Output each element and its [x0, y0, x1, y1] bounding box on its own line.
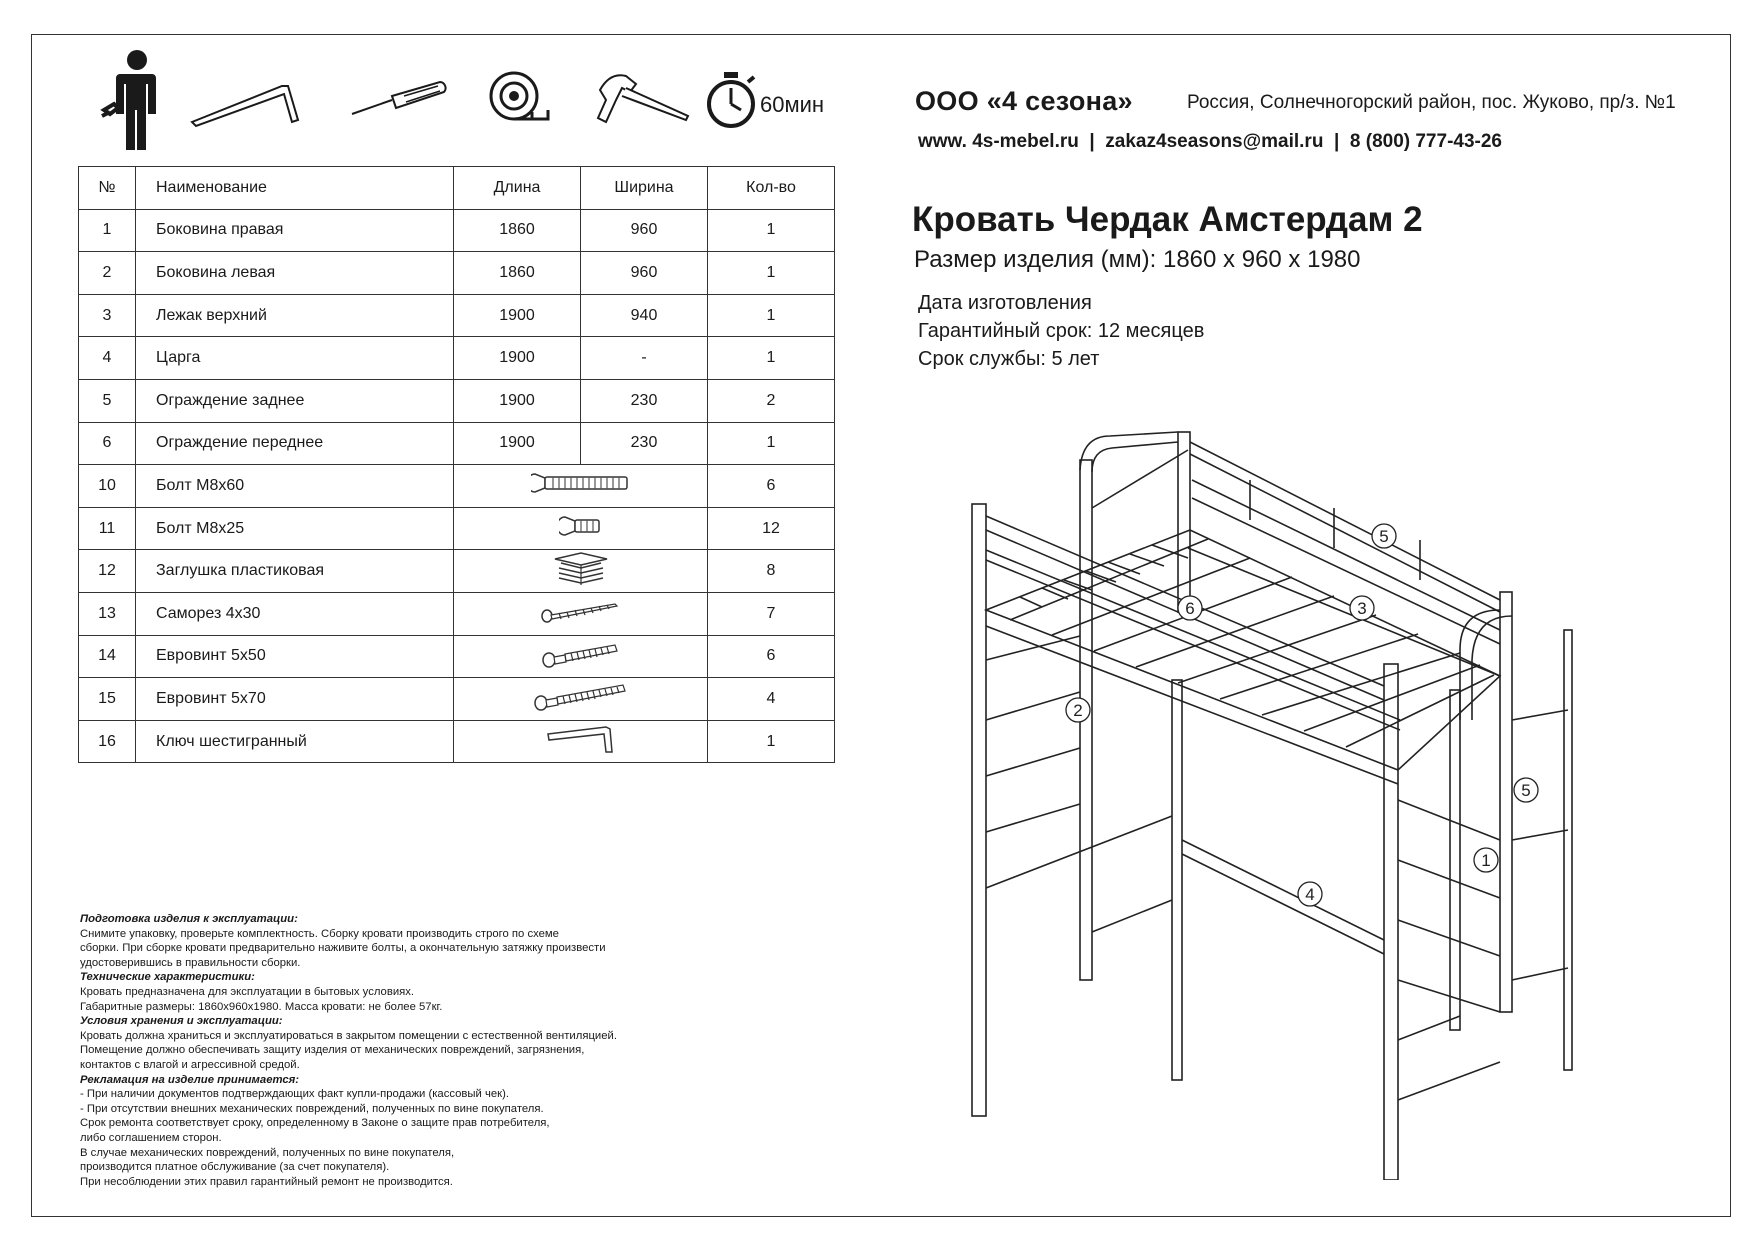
part-name: Болт М8х60: [136, 465, 454, 508]
table-row: [79, 337, 835, 380]
notes-line: Кровать должна храниться и эксплуатироваться в закрытом помещении с естественной вентиляцией.: [80, 1029, 617, 1042]
part-name: Ограждение заднее: [136, 379, 454, 422]
part-qty: 4: [708, 678, 835, 721]
product-size: Размер изделия (мм): 1860 х 960 х 1980: [914, 246, 1361, 273]
short-bolt-icon: [559, 511, 603, 541]
part-qty: 8: [708, 550, 835, 593]
header-length: Длина: [454, 167, 581, 210]
notes-line: производится платное обслуживание (за счет покупателя).: [80, 1161, 390, 1174]
assembly-time: 60мин: [760, 92, 825, 117]
long-bolt-icon: [531, 468, 631, 498]
part-name: Саморез 4х30: [136, 592, 454, 635]
company-name: ООО «4 сезона»: [915, 86, 1133, 116]
svg-text:5: 5: [1521, 781, 1531, 800]
separator: |: [1089, 131, 1095, 152]
table-row: [79, 592, 835, 635]
plastic-plug-icon: [551, 551, 611, 587]
part-width: 960: [581, 252, 708, 295]
notes-heading: Подготовка изделия к эксплуатации:: [80, 913, 298, 925]
table-row: [79, 465, 835, 508]
part-qty: 1: [708, 720, 835, 763]
table-row: [79, 550, 835, 593]
header-width: Ширина: [581, 167, 708, 210]
notes-line: Снимите упаковку, проверьте комплектность. Сборку кровати производить строго по схеме: [80, 927, 559, 940]
callout-marker: [1066, 698, 1090, 722]
notes-heading: Условия хранения и эксплуатации:: [80, 1015, 283, 1028]
part-qty: 1: [708, 294, 835, 337]
notes-line: Кровать предназначена для эксплуатации в бытовых условиях.: [80, 985, 415, 998]
part-num: 3: [79, 294, 136, 337]
part-picture: [454, 550, 708, 593]
part-name: Царга: [136, 337, 454, 380]
notes-line: При несоблюдении этих правил гарантийный ремонт не производится.: [80, 1175, 453, 1188]
part-num: 5: [79, 379, 136, 422]
part-name: Ограждение переднее: [136, 422, 454, 465]
service-life: Срок службы: 5 лет: [918, 348, 1100, 370]
part-width: -: [581, 337, 708, 380]
table-row: [79, 422, 835, 465]
callout-marker: [1474, 848, 1498, 872]
callout-marker: [1178, 596, 1202, 620]
stopwatch-icon: [704, 70, 760, 130]
table-row: [79, 507, 835, 550]
svg-text:3: 3: [1357, 599, 1367, 618]
svg-text:5: 5: [1379, 527, 1389, 546]
part-name: Боковина правая: [136, 209, 454, 252]
part-name: Евровинт 5х70: [136, 678, 454, 721]
part-picture: [454, 465, 708, 508]
table-row: [79, 678, 835, 721]
part-qty: 6: [708, 465, 835, 508]
notes-line: Габаритные размеры: 1860х960х1980. Масса кровати: не более 57кг.: [80, 1000, 443, 1013]
part-width: 960: [581, 209, 708, 252]
person-icon: [98, 48, 162, 152]
hex-key-icon: [546, 724, 616, 754]
table-row: [79, 635, 835, 678]
part-qty: 1: [708, 209, 835, 252]
part-name: Болт М8х25: [136, 507, 454, 550]
hex-key-icon: [190, 80, 306, 130]
contacts-line: [918, 131, 1502, 153]
notes-heading: Рекламация на изделие принимается:: [80, 1073, 300, 1086]
part-num: 2: [79, 252, 136, 295]
part-length: 1900: [454, 337, 581, 380]
website-link[interactable]: www. 4s-mebel.ru: [918, 131, 1079, 152]
parts-table: [78, 166, 835, 763]
screwdriver-icon: [350, 78, 454, 120]
part-length: 1860: [454, 252, 581, 295]
email-link[interactable]: zakaz4seasons@mail.ru: [1105, 131, 1324, 152]
table-row: [79, 252, 835, 295]
part-name: Боковина левая: [136, 252, 454, 295]
callout-marker: [1514, 778, 1538, 802]
notes-line: либо соглашением сторон.: [80, 1131, 222, 1144]
callout-marker: [1372, 524, 1396, 548]
part-qty: 1: [708, 422, 835, 465]
svg-text:4: 4: [1305, 885, 1315, 904]
part-picture: [454, 635, 708, 678]
product-title: Кровать Чердак Амстердам 2: [912, 200, 1423, 239]
table-row: [79, 209, 835, 252]
part-qty: 1: [708, 337, 835, 380]
part-num: 4: [79, 337, 136, 380]
part-num: 16: [79, 720, 136, 763]
self-tapping-screw-icon: [541, 598, 621, 624]
notes-line: - При наличии документов подтверждающих факт купли-продажи (кассовый чек).: [80, 1088, 509, 1101]
part-picture: [454, 720, 708, 763]
part-picture: [454, 507, 708, 550]
part-length: 1900: [454, 422, 581, 465]
part-picture: [454, 592, 708, 635]
part-name: Заглушка пластиковая: [136, 550, 454, 593]
callout-marker: [1350, 596, 1374, 620]
manufacture-date: Дата изготовления: [918, 292, 1092, 314]
notes-heading: Технические характеристики:: [80, 971, 255, 984]
company-address: Россия, Солнечногорский район, пос. Жуково, пр/з. №1: [1187, 92, 1676, 113]
part-num: 6: [79, 422, 136, 465]
notes-line: - При отсутствии внешних механических повреждений, полученных по вине покупателя.: [80, 1102, 544, 1115]
header-name: Наименование: [136, 167, 454, 210]
warranty-period: Гарантийный срок: 12 месяцев: [918, 320, 1205, 342]
svg-text:6: 6: [1185, 599, 1195, 618]
part-num: 13: [79, 592, 136, 635]
header-qty: Кол-во: [708, 167, 835, 210]
table-header-row: [79, 167, 835, 210]
part-name: Лежак верхний: [136, 294, 454, 337]
part-num: 15: [79, 678, 136, 721]
notes-line: Срок ремонта соответствует сроку, определенному в Законе о защите прав потребителя,: [80, 1117, 550, 1130]
notes-line: удостоверившись в правильности сборки.: [80, 956, 301, 969]
part-length: 1900: [454, 379, 581, 422]
part-qty: 1: [708, 252, 835, 295]
part-length: 1900: [454, 294, 581, 337]
bed-diagram: [960, 420, 1600, 1180]
part-num: 14: [79, 635, 136, 678]
part-length: 1860: [454, 209, 581, 252]
callout-marker: [1298, 882, 1322, 906]
notes-line: сборки. При сборке кровати предварительно наживите болты, а окончательную затяжку произвести: [80, 942, 606, 955]
part-num: 1: [79, 209, 136, 252]
notes-line: контактов с влагой и агрессивной средой.: [80, 1058, 300, 1071]
phone-link[interactable]: 8 (800) 777-43-26: [1349, 131, 1502, 152]
part-width: 230: [581, 379, 708, 422]
part-num: 11: [79, 507, 136, 550]
part-qty: 7: [708, 592, 835, 635]
tape-measure-icon: [488, 70, 554, 126]
notes-block: [80, 912, 720, 1189]
part-name: Евровинт 5х50: [136, 635, 454, 678]
part-name: Ключ шестигранный: [136, 720, 454, 763]
part-width: 940: [581, 294, 708, 337]
notes-line: Помещение должно обеспечивать защиту изделия от механических повреждений, загрязнения,: [80, 1044, 585, 1057]
svg-text:1: 1: [1481, 851, 1491, 870]
table-row: [79, 294, 835, 337]
part-num: 12: [79, 550, 136, 593]
notes-line: В случае механических повреждений, полученных по вине покупателя,: [80, 1146, 455, 1159]
part-picture: [454, 678, 708, 721]
svg-text:2: 2: [1073, 701, 1083, 720]
part-qty: 2: [708, 379, 835, 422]
part-qty: 6: [708, 635, 835, 678]
part-num: 10: [79, 465, 136, 508]
hammer-icon: [592, 70, 692, 132]
header-num: №: [79, 167, 136, 210]
euro-screw-short-icon: [541, 639, 621, 669]
part-width: 230: [581, 422, 708, 465]
euro-screw-long-icon: [533, 680, 629, 712]
separator: |: [1334, 131, 1340, 152]
table-row: [79, 720, 835, 763]
part-qty: 12: [708, 507, 835, 550]
table-row: [79, 379, 835, 422]
